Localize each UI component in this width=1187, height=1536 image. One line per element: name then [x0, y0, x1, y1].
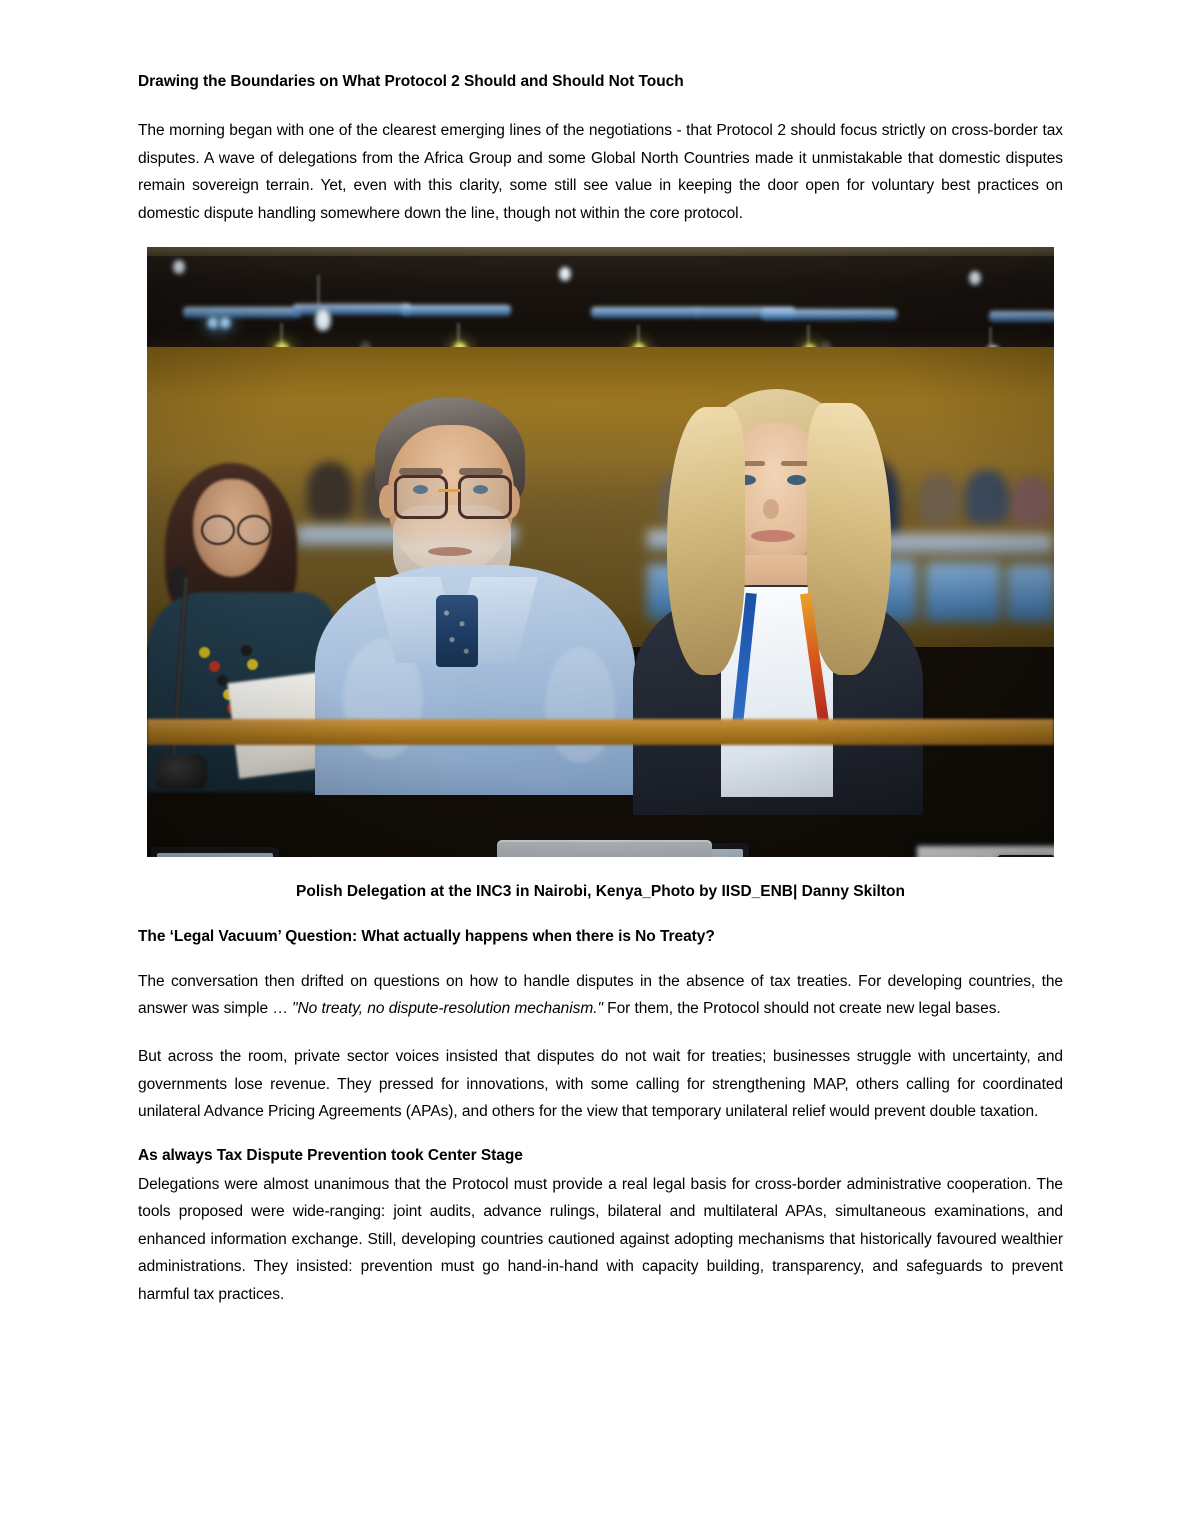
light-rail: [401, 305, 511, 316]
paragraph-private-sector: But across the room, private sector voices insisted that disputes do not wait for treaties; businesses struggle with uncertainty, and governments lose revenue. They pressed for innovations, with some calling for strengthening MAP, others calling for coordinated unilateral Advance Pricing Agreements (APAs), and others for the view that temporary unilateral relief would prevent double taxation.: [138, 1048, 1063, 1121]
ceiling-area: [147, 247, 1054, 357]
eyebrow: [459, 468, 503, 475]
light-rail: [293, 304, 411, 315]
paragraph-text-lead: The conversation then drifted on questions on how to handle disputes in the absence of tax treaties. For developing countries, the answer was simple …: [138, 972, 1063, 1018]
delegate-monitor: [151, 847, 279, 857]
lamp-hanger: [989, 327, 992, 347]
ceiling-lamp: [207, 317, 219, 329]
delegate-seat: [925, 562, 1001, 622]
paragraph-text-trail: For them, the Protocol should not create new legal bases.: [602, 1000, 1001, 1018]
ceiling-lamp: [219, 317, 231, 329]
microphone-base: [155, 755, 207, 789]
shirt-fold: [545, 647, 615, 763]
crowd-figure: [919, 474, 959, 524]
monitor-screen: [157, 853, 273, 857]
spacer: [138, 227, 1063, 247]
eyebrow: [399, 468, 443, 475]
light-rail: [183, 307, 301, 318]
necktie: [436, 595, 478, 667]
eyeglasses-lens: [458, 475, 512, 519]
image-caption: Polish Delegation at the INC3 in Nairobi, Kenya_Photo by IISD_ENB| Danny Skilton: [296, 883, 905, 901]
photo-scene: [147, 247, 1054, 857]
ceiling-beam: [147, 247, 1054, 256]
conference-photograph: [147, 247, 1054, 857]
ceiling-lamp: [173, 260, 185, 274]
delegate-monitor: [997, 855, 1054, 857]
section-heading-boundaries: Drawing the Boundaries on What Protocol 2 Should and Should Not Touch: [138, 73, 684, 90]
mid-desk-surface: [147, 719, 1054, 745]
eyeglasses-bridge: [438, 489, 460, 492]
inline-quote: "No treaty, no dispute-resolution mechanism.": [292, 1000, 603, 1018]
light-rail: [761, 309, 897, 320]
crowd-figure: [307, 462, 353, 520]
ceiling-lamp: [559, 267, 571, 281]
paragraph-dispute-prevention: Delegations were almost unanimous that the Protocol must provide a real legal basis for cross-border administrative cooperation. The tools proposed were wide-ranging: joint audits, advance rulings, bilateral and multilateral APAs, simultaneous examinations, and enhanced information exchange. Still, developing countries cautioned against adopting mechanisms that historically favoured wealthier administrations. They insisted: prevention must go hand-in-hand with capacity building, transparency, and safeguards to prevent harmful tax practices.: [138, 1175, 1063, 1303]
spacer: [138, 1126, 1063, 1146]
laptop-lid: [497, 840, 712, 857]
hair-strand: [667, 407, 745, 675]
light-rail: [989, 311, 1054, 322]
spacer: [138, 857, 1063, 881]
spacer: [138, 948, 1063, 968]
spacer: [138, 1023, 1063, 1043]
paragraph-morning-negotiations: The morning began with one of the clearest emerging lines of the negotiations - that Protocol 2 should focus strictly on cross-border tax disputes. A wave of delegations from the Africa Group and some Global North Countries made it unmistakable that domestic disputes remain sovereign terrain. Yet, even with this clarity, some still see value in keeping the door open for voluntary best practices on domestic dispute handling somewhere down the line, though not within the core protocol.: [138, 121, 1063, 222]
section-heading-legal-vacuum: The ‘Legal Vacuum’ Question: What actually happens when there is No Treaty?: [138, 927, 715, 945]
crowd-figure: [1011, 476, 1051, 526]
ceiling-lamp: [315, 309, 331, 331]
spacer: [138, 903, 1063, 927]
necktie-pattern: [436, 595, 478, 667]
document-content: [138, 72, 1063, 1309]
section-heading-dispute-prevention: As always Tax Dispute Prevention took Center Stage: [138, 1146, 523, 1164]
paragraph-legal-vacuum: [138, 968, 1063, 1023]
ceiling-lamp: [969, 271, 981, 285]
crowd-figure: [965, 470, 1009, 524]
eyeglasses-lens: [394, 475, 448, 519]
spacer: [138, 93, 1063, 117]
delegate-seat: [1007, 564, 1054, 622]
hair-strand: [807, 403, 891, 675]
light-rail: [591, 307, 699, 318]
